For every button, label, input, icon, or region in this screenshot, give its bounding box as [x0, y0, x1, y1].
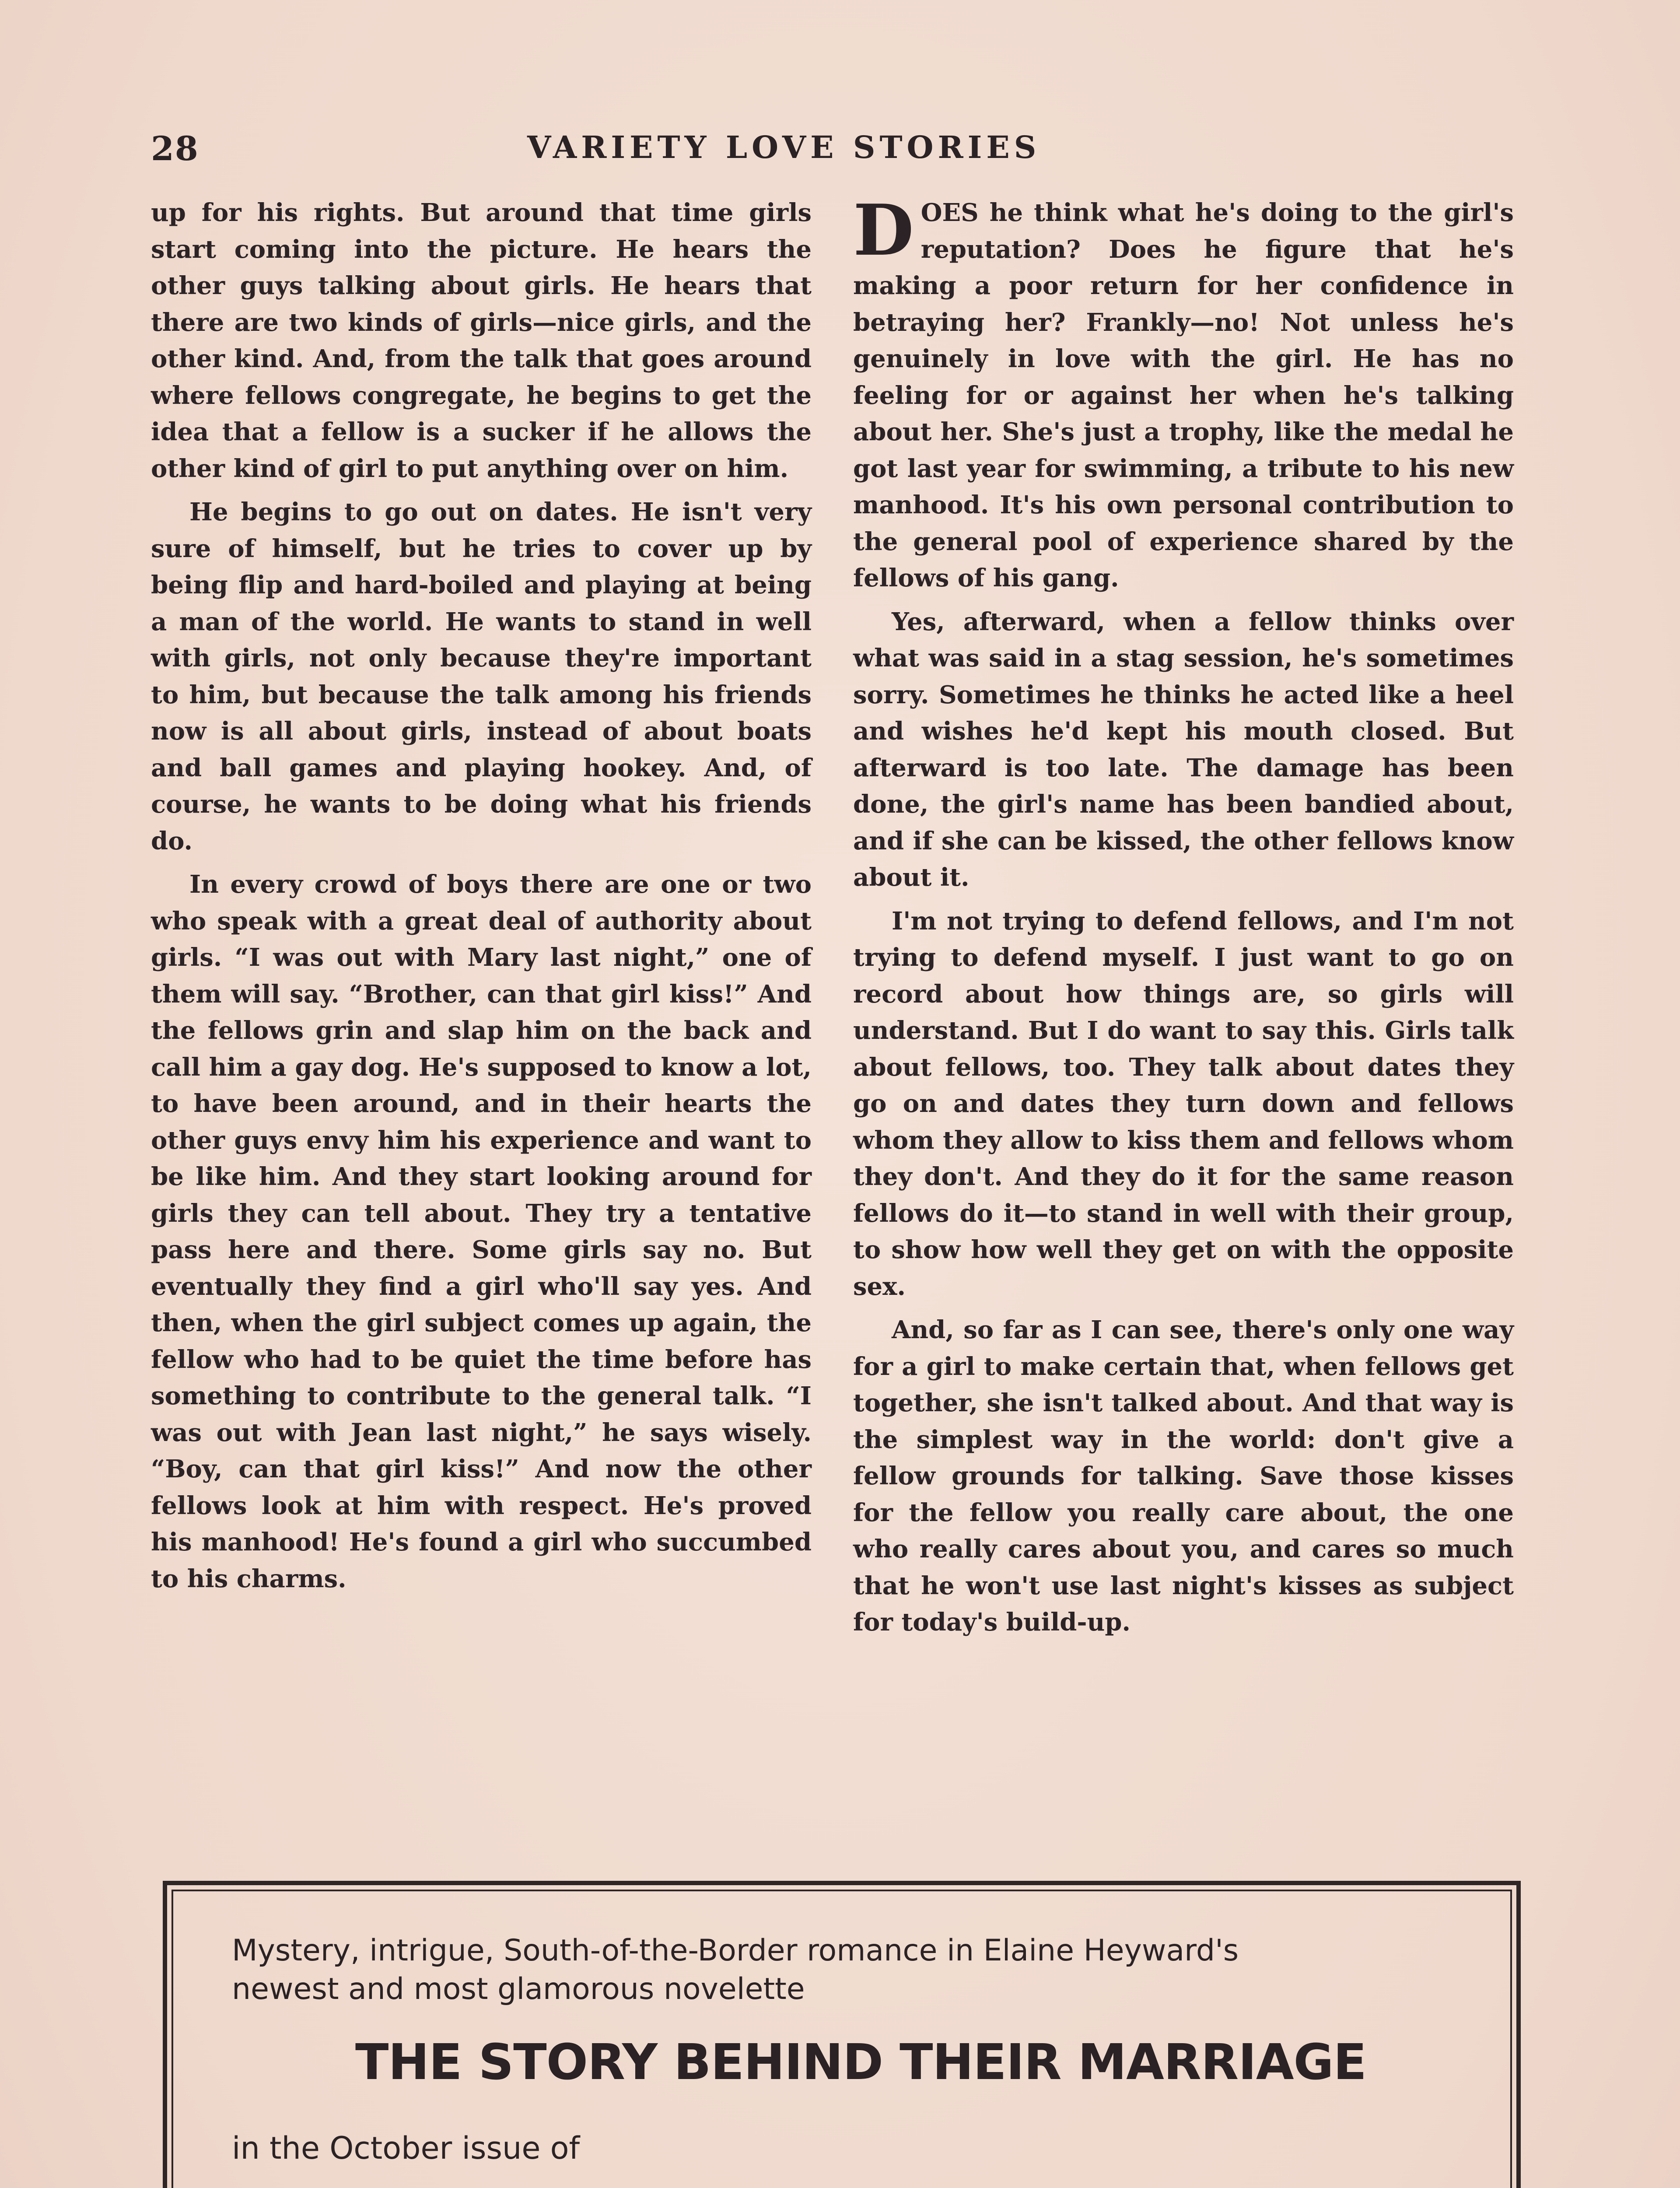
left-column: [151, 195, 812, 1604]
article-body: [151, 189, 1520, 1858]
paragraph: And, so far as I can see, there's only one way for a girl to make certain that, when fellows get together, she isn't talked about. And that way is the simplest way in the world: don't give a fellow grounds for talking. Save those kisses for the fellow you really care about, the one who really cares about you, and cares so much that he won't use last night's kisses as subject for today's build-up.: [853, 1315, 1514, 1637]
paragraph-text: OES he think what he's doing to the girl's reputation? Does he figure that he's making a poor return for her confidence in betraying her? Frankly—no! Not unless he's genuinely in love with the girl. He has no feeling for or against her when he's talking about her. She's just a trophy, like the medal he got last year for swimming, a tribute to his new manhood. It's his own personal contribution to the general pool of experience shared by the fellows of his gang.: [853, 198, 1514, 593]
paragraph: I'm not trying to defend fellows, and I'm not trying to defend myself. I just want to go on record about how things are, so girls will understand. But I do want to say this. Girls talk about fellows, too. They talk about dates they go on and dates they turn down and fellows whom they allow to kiss them and fellows whom they don't. And they do it for the same reason fellows do it—to stand in well with their group, to show how well they get on with the opposite sex.: [853, 906, 1514, 1301]
page-header: [151, 125, 1520, 177]
advertisement-box: [163, 1881, 1521, 2188]
ad-tagline-line1: Mystery, intrigue, South-of-the-Border romance in Elaine Heyward's: [232, 1933, 1239, 1968]
paragraph: up for his rights. But around that time girls start coming into the picture. He hears the other guys talking about girls. He hears that there are two kinds of girls—nice girls, and the other kind. And, from the talk that goes around where fellows congregate, he begins to get the idea that a fellow is a sucker if he allows the other kind of girl to put anything over on him.: [151, 198, 812, 483]
ad-issue-line: in the October issue of: [232, 2130, 580, 2166]
drop-cap: D: [853, 189, 914, 271]
page-number: 28: [151, 129, 199, 168]
ad-story-title: THE STORY BEHIND THEIR MARRIAGE: [355, 2034, 1367, 2091]
right-column: [853, 189, 1514, 1648]
ad-tagline-line2: newest and most glamorous novelette: [232, 1972, 805, 2006]
paragraph: He begins to go out on dates. He isn't very sure of himself, but he tries to cover up by being flip and hard-boiled and playing at being a man of the world. He wants to stand in well with girls, not only because they're important to him, but because the talk among his friends now is all about girls, instead of about boats and ball games and playing hookey. And, of course, he wants to be doing what his friends do.: [151, 498, 812, 856]
paragraph: In every crowd of boys there are one or two who speak with a great deal of authority about girls. “I was out with Mary last night,” one of them will say. “Brother, can that girl kiss!” And the fellows grin and slap him on the back and call him a gay dog. He's supposed to know a lot, to have been around, and in their hearts the other guys envy him his experience and want to be like him. And they start looking around for girls they can tell about. They try a tentative pass here and there. Some girls say no. But eventually they find a girl who'll say yes. And then, when the girl subject comes up again, the fellow who had to be quiet the time before has something to contribute to the general talk. “I was out with Jean last night,” he says wisely. “Boy, can that girl kiss!” And now the other fellows look at him with respect. He's proved his manhood! He's found a girl who succumbed to his charms.: [151, 870, 812, 1593]
paragraph-with-dropcap: [853, 189, 1514, 597]
paragraph: Yes, afterward, when a fellow thinks over what was said in a stag session, he's sometimes sorry. Sometimes he thinks he acted like a heel and wishes he'd kept his mouth closed. But afterward is too late. The damage has been done, the girl's name has been bandied about, and if she can be kissed, the other fellows know about it.: [853, 607, 1514, 892]
running-title: VARIETY LOVE STORIES: [527, 129, 1041, 165]
